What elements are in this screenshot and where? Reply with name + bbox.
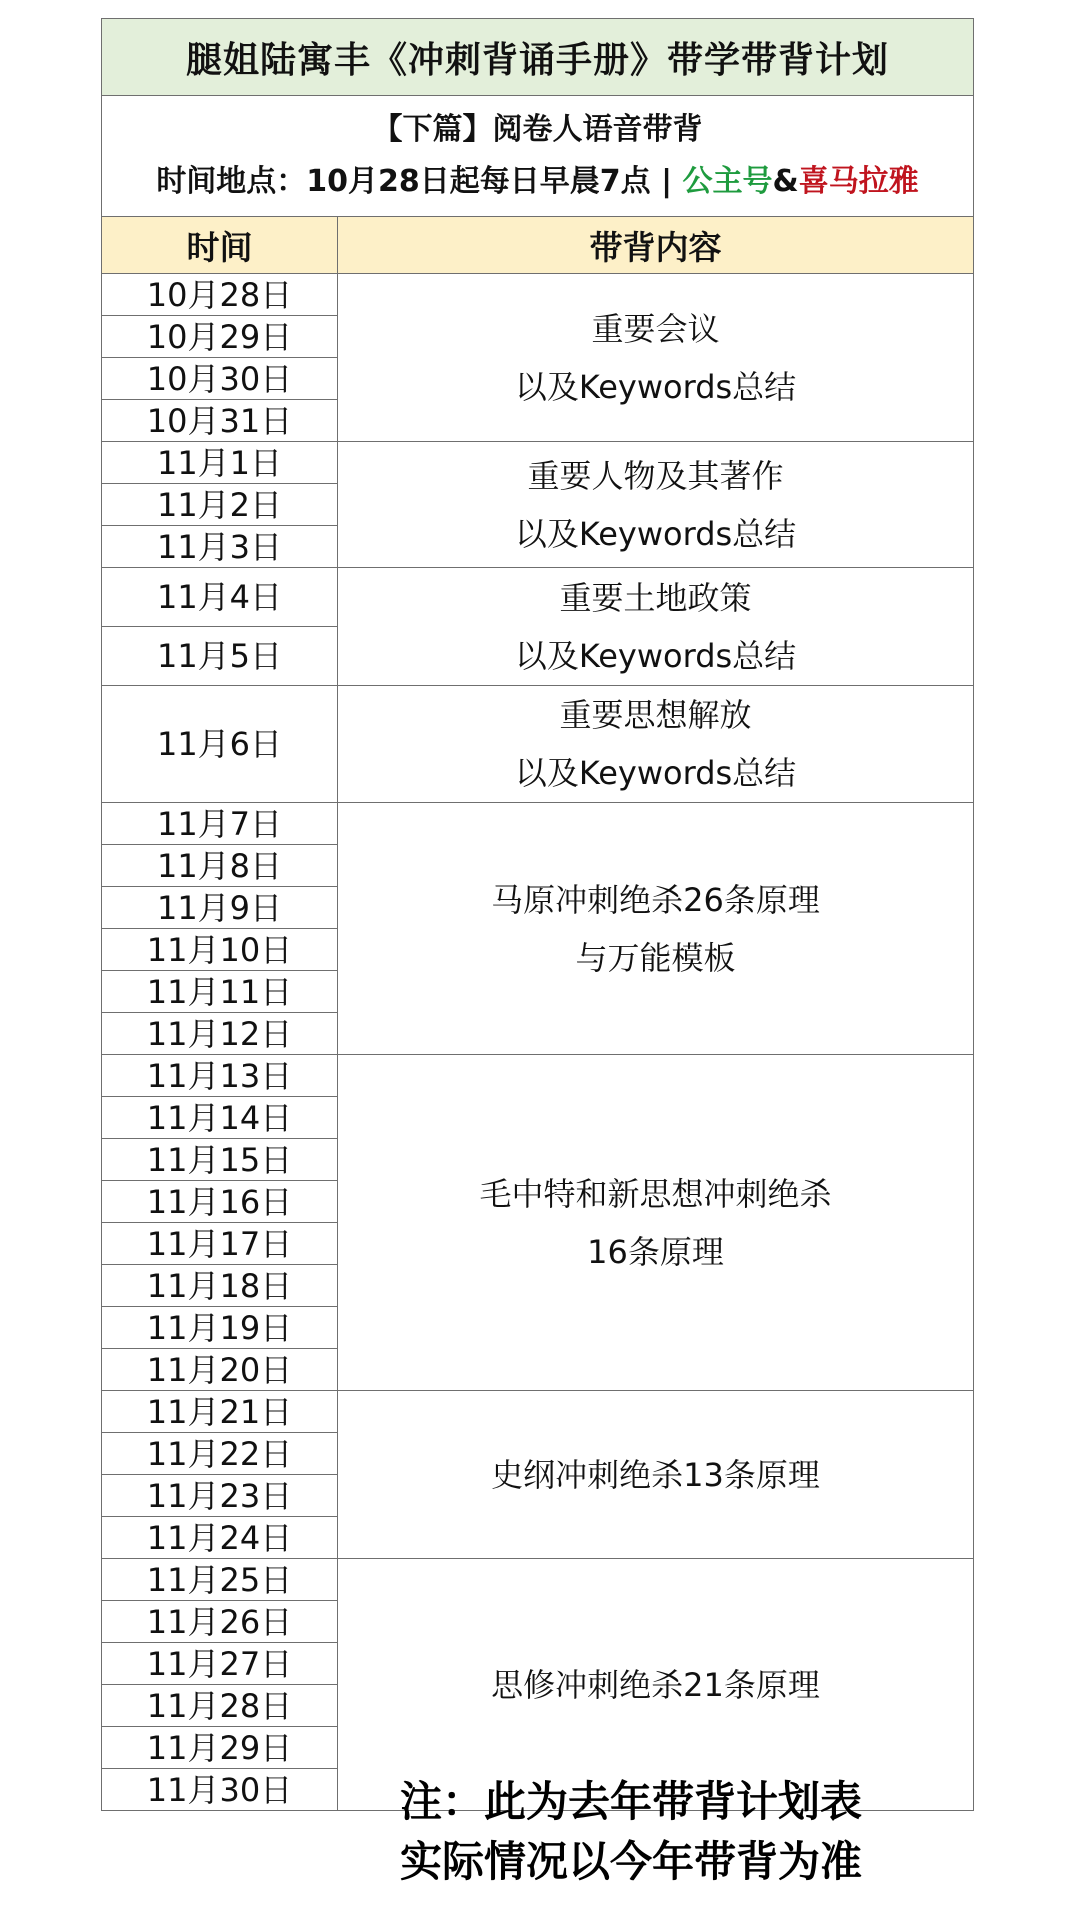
- date-cell: 11月13日: [102, 1055, 338, 1097]
- date-cell: 11月17日: [102, 1223, 338, 1265]
- table-row: [102, 274, 974, 316]
- date-cell: 11月3日: [102, 526, 338, 568]
- date-cell: 11月12日: [102, 1013, 338, 1055]
- date-cell: 11月2日: [102, 484, 338, 526]
- table-row: [102, 686, 974, 803]
- schedule-sheet: [101, 18, 973, 1811]
- content-line: 16条原理: [587, 1232, 724, 1271]
- date-cell: 11月24日: [102, 1517, 338, 1559]
- date-cell: 11月22日: [102, 1433, 338, 1475]
- content-cell: [338, 442, 974, 568]
- header-row: [102, 217, 974, 274]
- content-cell: [338, 568, 974, 686]
- content-line: 重要土地政策: [559, 578, 752, 617]
- table-row: [102, 442, 974, 484]
- date-cell: 10月31日: [102, 400, 338, 442]
- schedule-table: [101, 18, 974, 1811]
- content-line: 以及Keywords总结: [514, 754, 797, 792]
- content-line: 重要会议: [591, 309, 720, 348]
- date-cell: 11月1日: [102, 442, 338, 484]
- column-header-content: 带背内容: [338, 217, 974, 274]
- date-cell: 11月16日: [102, 1181, 338, 1223]
- date-cell: 10月28日: [102, 274, 338, 316]
- content-line: 马原冲刺绝杀26条原理: [491, 880, 820, 919]
- content-line: 毛中特和新思想冲刺绝杀: [479, 1174, 832, 1213]
- subtitle-line1: 【下篇】阅卷人语音带背: [372, 112, 703, 147]
- content-line: 重要思想解放: [559, 696, 752, 734]
- subtitle-line2: [102, 156, 973, 208]
- platform-ximalaya: 喜马拉雅: [798, 164, 919, 199]
- date-cell: 11月15日: [102, 1139, 338, 1181]
- content-line: 与万能模板: [575, 938, 736, 977]
- footnote: [400, 1772, 1060, 1892]
- subtitle-row: [102, 96, 974, 217]
- schedule-time-text: 时间地点：10月28日起每日早晨7点 |: [156, 164, 683, 199]
- content-line: 以及Keywords总结: [514, 636, 797, 675]
- date-cell: 11月29日: [102, 1727, 338, 1769]
- date-cell: 11月20日: [102, 1349, 338, 1391]
- ampersand: &: [772, 164, 799, 199]
- table-row: [102, 1391, 974, 1433]
- column-header-time: 时间: [102, 217, 338, 274]
- content-cell: [338, 1055, 974, 1391]
- table-row: [102, 1055, 974, 1097]
- platform-gongzhuhao: 公主号: [682, 164, 773, 199]
- date-cell: 11月23日: [102, 1475, 338, 1517]
- date-cell: 11月4日: [102, 568, 338, 627]
- footnote-line1: 注：此为去年带背计划表: [400, 1777, 863, 1826]
- date-cell: 11月30日: [102, 1769, 338, 1811]
- subtitle-block: [102, 96, 974, 217]
- table-row: [102, 568, 974, 627]
- footnote-line2: 实际情况以今年带背为准: [400, 1837, 863, 1886]
- content-cell: [338, 803, 974, 1055]
- date-cell: 10月29日: [102, 316, 338, 358]
- date-cell: 11月25日: [102, 1559, 338, 1601]
- date-cell: 11月21日: [102, 1391, 338, 1433]
- date-cell: 11月14日: [102, 1097, 338, 1139]
- content-line: 思修冲刺绝杀21条原理: [491, 1665, 820, 1704]
- page-title: 腿姐陆寓丰《冲刺背诵手册》带学带背计划: [102, 19, 974, 96]
- date-cell: 11月10日: [102, 929, 338, 971]
- date-cell: 11月27日: [102, 1643, 338, 1685]
- title-row: [102, 19, 974, 96]
- table-row: [102, 803, 974, 845]
- content-cell: [338, 1391, 974, 1559]
- date-cell: 11月28日: [102, 1685, 338, 1727]
- content-cell: [338, 686, 974, 803]
- date-cell: 11月18日: [102, 1265, 338, 1307]
- date-cell: 11月19日: [102, 1307, 338, 1349]
- content-line: 以及Keywords总结: [514, 367, 797, 406]
- table-row: [102, 1559, 974, 1601]
- date-cell: 10月30日: [102, 358, 338, 400]
- date-cell: 11月26日: [102, 1601, 338, 1643]
- content-line: 以及Keywords总结: [514, 514, 797, 553]
- date-cell: 11月5日: [102, 627, 338, 686]
- date-cell: 11月8日: [102, 845, 338, 887]
- date-cell: 11月7日: [102, 803, 338, 845]
- content-line: 史纲冲刺绝杀13条原理: [491, 1455, 820, 1494]
- date-cell: 11月9日: [102, 887, 338, 929]
- content-cell: [338, 274, 974, 442]
- date-cell: 11月11日: [102, 971, 338, 1013]
- content-line: 重要人物及其著作: [527, 456, 784, 495]
- date-cell: 11月6日: [102, 686, 338, 803]
